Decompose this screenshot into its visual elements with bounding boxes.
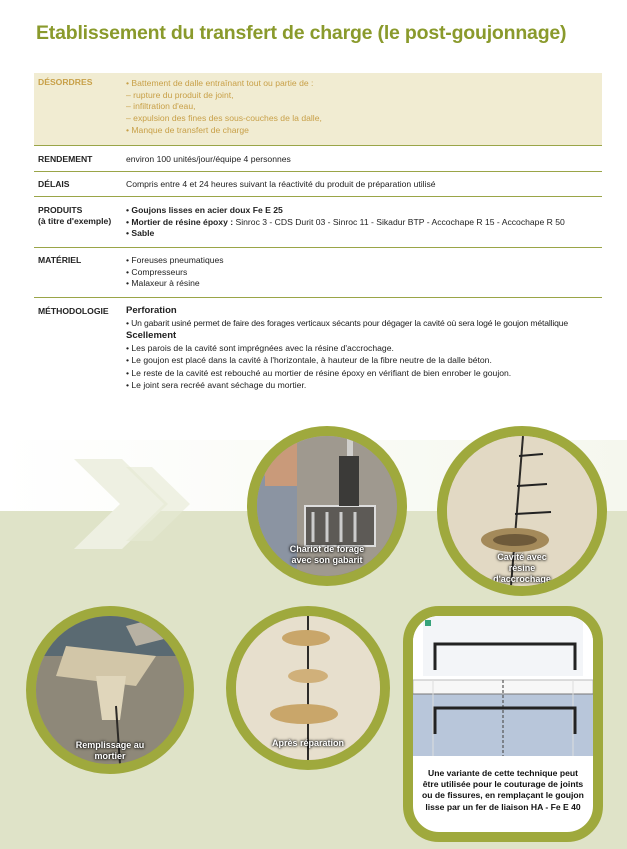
technique-diagram bbox=[403, 606, 603, 842]
produits-mortier-label: • Mortier de résine époxy : bbox=[126, 216, 234, 227]
desordres-line: • Battement de dalle entraînant tout ou partie de : bbox=[126, 78, 314, 88]
value-methodologie bbox=[126, 298, 602, 406]
value-desordres bbox=[126, 73, 602, 145]
caption-apres: Après réparation bbox=[271, 738, 345, 748]
produits-line bbox=[126, 217, 602, 229]
scellement-item: • Le joint sera recréé avant séchage du mortier. bbox=[126, 380, 307, 391]
row-methodologie bbox=[34, 298, 602, 406]
stitching-diagram-icon bbox=[413, 616, 593, 766]
label-produits bbox=[34, 197, 126, 247]
diagram-caption: Une variante de cette technique peut être utilisée pour le couturage de joints ou de fissures, en remplaçant le goujon lisse par un fer de liaison HA - Fe E 40 bbox=[422, 768, 584, 812]
materiel-item: • Malaxeur à résine bbox=[126, 278, 200, 289]
produits-label: PRODUITS bbox=[38, 205, 83, 215]
photo-cavite bbox=[437, 426, 607, 596]
caption-chariot: Chariot de forage avec son gabarit bbox=[289, 544, 365, 565]
produits-line: • Sable bbox=[126, 228, 155, 239]
row-delais bbox=[34, 172, 602, 197]
row-materiel bbox=[34, 248, 602, 298]
perforation-heading: Perforation bbox=[126, 305, 177, 316]
photo-remplissage bbox=[26, 606, 194, 774]
label-desordres: DÉSORDRES bbox=[38, 77, 93, 87]
value-rendement: environ 100 unités/jour/équipe 4 personnes bbox=[126, 154, 291, 164]
scellement-heading: Scellement bbox=[126, 329, 177, 341]
produits-mortier-list: Sinroc 3 - CDS Durit 03 - Sinroc 11 - Sikadur BTP - Accochape R 15 - Accochape R 50 bbox=[233, 216, 565, 227]
label-materiel: MATÉRIEL bbox=[38, 255, 82, 265]
row-rendement bbox=[34, 146, 602, 172]
perforation-text: • Un gabarit usiné permet de faire des forages verticaux sécants pour dégager la cavité où sera logé le goujon métallique bbox=[126, 318, 569, 328]
value-delais: Compris entre 4 et 24 heures suivant la réactivité du produit de préparation utilisé bbox=[126, 179, 436, 189]
photo-apres bbox=[226, 606, 390, 770]
value-produits bbox=[126, 197, 602, 247]
page-title: Etablissement du transfert de charge (le post-goujonnage) bbox=[36, 22, 567, 44]
desordres-line: – rupture du produit de joint, bbox=[126, 89, 234, 100]
produits-sublabel: (à titre d'exemple) bbox=[38, 216, 112, 226]
desordres-line: • Manque de transfert de charge bbox=[126, 124, 249, 135]
desordres-line: – infiltration d'eau, bbox=[126, 101, 196, 112]
value-materiel bbox=[126, 248, 602, 297]
caption-cavite: Cavité avec résine d'accrochage bbox=[493, 552, 551, 584]
caption-remplissage: Remplissage au mortier bbox=[75, 740, 145, 761]
scellement-item: • Les parois de la cavité sont imprégnées avec la résine d'accrochage. bbox=[126, 342, 394, 353]
label-methodologie: MÉTHODOLOGIE bbox=[38, 306, 109, 316]
row-produits bbox=[34, 197, 602, 248]
info-table bbox=[34, 73, 602, 406]
label-delais: DÉLAIS bbox=[38, 179, 70, 189]
desordres-line: – expulsion des fines des sous-couches de la dalle, bbox=[126, 113, 322, 124]
photo-chariot bbox=[247, 426, 407, 586]
chevron-arrow-icon bbox=[74, 459, 214, 549]
materiel-item: • Compresseurs bbox=[126, 266, 188, 277]
label-rendement: RENDEMENT bbox=[38, 154, 93, 164]
scellement-item: • Le reste de la cavité est rebouché au mortier de résine époxy en vérifiant de bien enrober le goujon. bbox=[126, 367, 512, 378]
materiel-item: • Foreuses pneumatiques bbox=[126, 255, 224, 265]
scellement-item: • Le goujon est placé dans la cavité à l'horizontale, à hauteur de la fibre neutre de la dalle béton. bbox=[126, 355, 492, 366]
produits-line: • Goujons lisses en acier doux Fe E 25 bbox=[126, 205, 283, 215]
row-desordres bbox=[34, 73, 602, 146]
